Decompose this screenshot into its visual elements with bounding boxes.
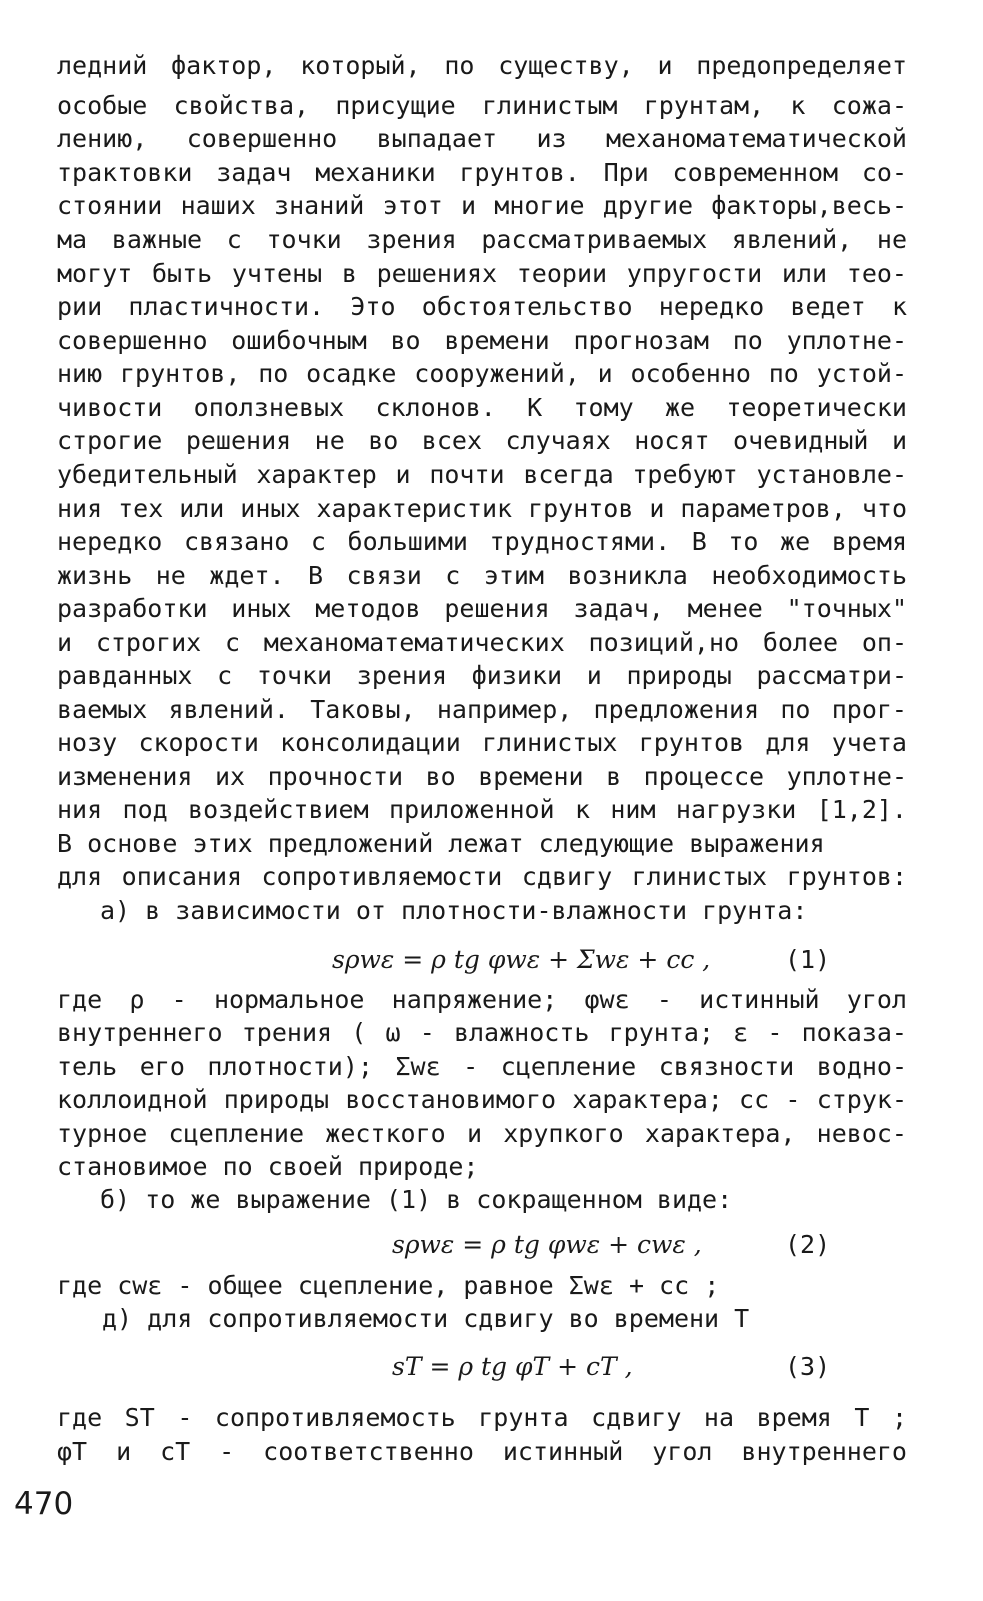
text-line: турное сцепление жесткого и хрупкого характера, невос-	[57, 1119, 907, 1148]
text-line: нозу скорости консолидации глинистых грунтов для учета	[57, 728, 907, 757]
text-line: ваемых явлений. Таковы, например, предложения по прог-	[57, 695, 907, 724]
text-line: особые свойства, присущие глинистым грунтам, к сожа-	[57, 91, 907, 120]
text-line: и строгих с механоматематических позиций,но более оп-	[57, 628, 907, 657]
text-line: разработки иных методов решения задач, менее "точных"	[57, 594, 907, 623]
text-line: рии пластичности. Это обстоятельство нередко ведет к	[57, 292, 907, 321]
text-line: ния тех или иных характеристик грунтов и параметров, что	[57, 494, 907, 523]
text-line: лению, совершенно выпадает из механоматематической	[57, 124, 907, 153]
page-number: 470	[14, 1486, 74, 1522]
list-item-d: д) для сопротивляемости сдвигу во времени T	[102, 1304, 750, 1333]
text-line: ния под воздействием приложенной к ним нагрузки [1,2].	[57, 795, 907, 824]
text-line: строгие решения не во всех случаях носят очевидный и	[57, 426, 907, 455]
text-line: изменения их прочности во времени в процессе уплотне-	[57, 762, 907, 791]
text-line: коллоидной природы восстановимого характера; cc - струк-	[57, 1085, 907, 1114]
text-line: где cwε - общее сцепление, равное Σwε + cc ;	[57, 1271, 720, 1300]
list-item-b: б) то же выражение (1) в сокращенном виде:	[100, 1185, 733, 1214]
text-line: жизнь не ждет. В связи с этим возникла необходимость	[57, 561, 907, 590]
text-line: В основе этих предложений лежат следующие выражения	[57, 829, 825, 858]
text-line: где ρ - нормальное напряжение; φwε - истинный угол	[57, 985, 907, 1014]
list-item-a: а) в зависимости от плотности-влажности грунта:	[100, 896, 808, 925]
equation-number-1: (1)	[785, 945, 831, 974]
text-line: трактовки задач механики грунтов. При современном со-	[57, 158, 907, 187]
text-line: чивости оползневых склонов. К тому же теоретически	[57, 393, 907, 422]
formula-3: sT = ρ tg φT + cT ,	[392, 1352, 633, 1381]
text-line: тель его плотности); Σwε - сцепление связности водно-	[57, 1052, 907, 1081]
formula-1: sρwε = ρ tg φwε + Σwε + cc ,	[332, 945, 711, 974]
equation-number-3: (3)	[785, 1352, 831, 1381]
text-line: где ST - сопротивляемость грунта сдвигу на время T ;	[57, 1403, 907, 1432]
text-line: совершенно ошибочным во времени прогнозам по уплотне-	[57, 326, 907, 355]
text-line: становимое по своей природе;	[57, 1152, 479, 1181]
text-line: нередко связано с большими трудностями. В то же время	[57, 527, 907, 556]
text-line: ма важные с точки зрения рассматриваемых явлений, не	[57, 225, 907, 254]
text-line: φT и cT - соответственно истинный угол внутреннего	[57, 1437, 907, 1466]
text-line: могут быть учтены в решениях теории упругости или тео-	[57, 259, 907, 288]
text-line: внутреннего трения ( ω - влажность грунта; ε - показа-	[57, 1018, 907, 1047]
equation-number-2: (2)	[785, 1230, 831, 1259]
text-line: убедительный характер и почти всегда требуют установле-	[57, 460, 907, 489]
text-line: стоянии наших знаний этот и многие другие факторы,весь-	[57, 191, 907, 220]
text-line: для описания сопротивляемости сдвигу глинистых грунтов:	[57, 862, 907, 891]
text-line: равданных с точки зрения физики и природы рассматри-	[57, 661, 907, 690]
text-line: нию грунтов, по осадке сооружений, и особенно по устой-	[57, 359, 907, 388]
formula-2: sρwε = ρ tg φwε + cwε ,	[392, 1230, 702, 1259]
text-line: ледний фактор, который, по существу, и предопределяет	[57, 51, 907, 80]
